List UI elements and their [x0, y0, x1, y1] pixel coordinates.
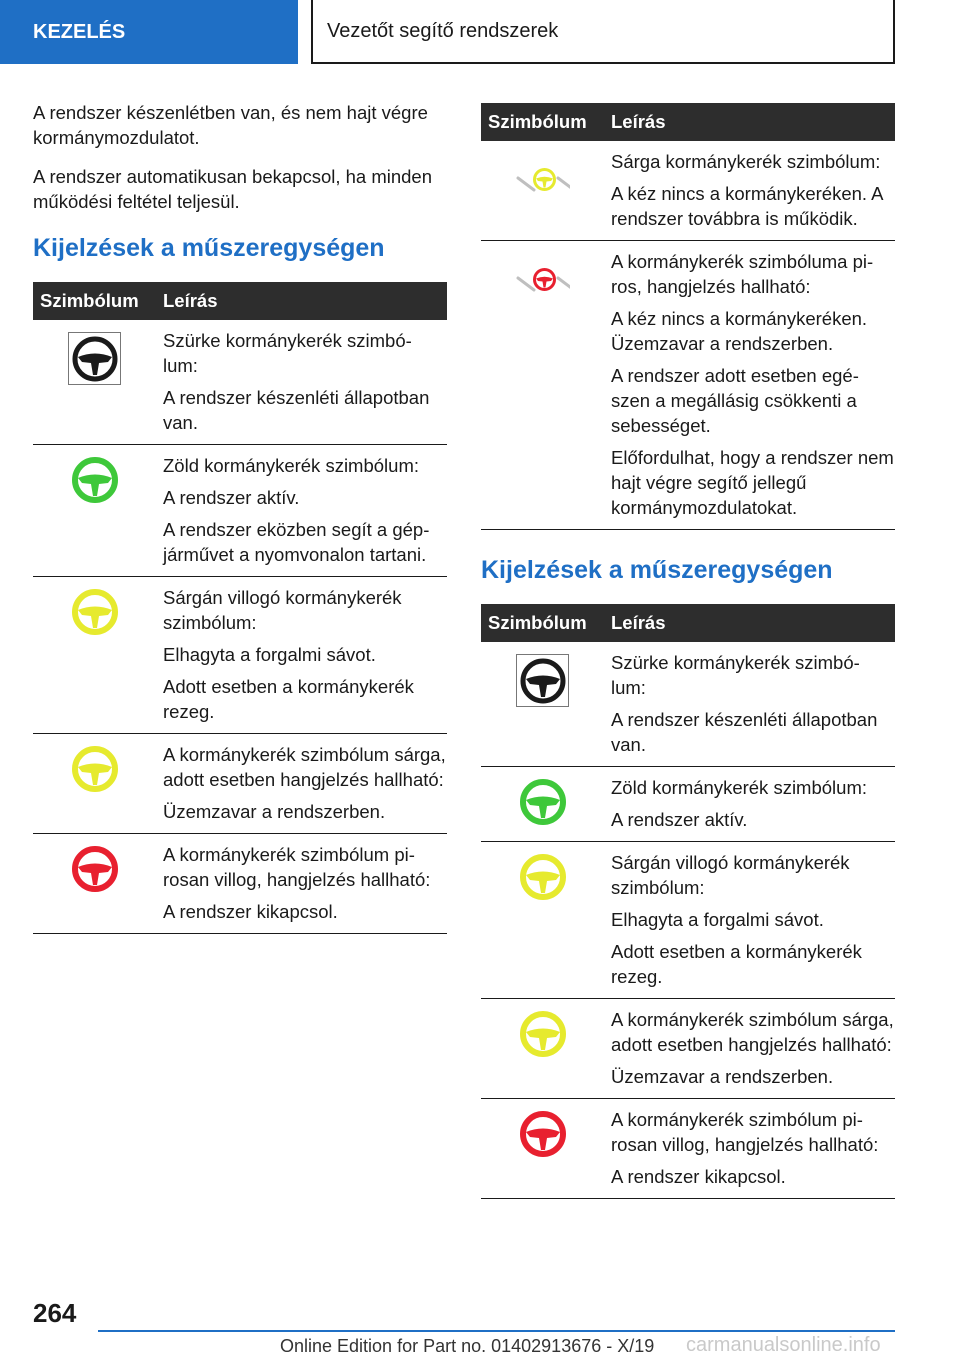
edition-note: Online Edition for Part no. 01402913676 - X/19 — [280, 1336, 655, 1356]
description-line: Üzemzavar a rendszerben. — [163, 801, 386, 822]
table-row — [481, 141, 895, 241]
column-header-description: Leírás — [604, 604, 895, 642]
description-line: A kéz nincs a kormánykeréken. Üzemzavar a rendszerben. — [611, 308, 868, 354]
table-row — [481, 642, 895, 767]
symbol-cell — [481, 241, 604, 530]
steering-wheel-yellow-icon — [72, 589, 118, 640]
description-line: Szürke kormánykerék szimbó- lum: — [611, 652, 860, 698]
left-column — [33, 100, 447, 934]
description-line: A rendszer eközben segít a gép- járművet a nyomvonalon tartani. — [163, 519, 430, 565]
steering-wheel-green-icon — [520, 779, 566, 830]
symbol-cell — [33, 734, 156, 834]
description-cell — [156, 320, 447, 445]
description-line: A kormánykerék szimbólum pi- rosan villog, hangjelzés hallható: — [611, 1109, 879, 1155]
description-cell — [604, 842, 895, 999]
table-row — [33, 834, 447, 934]
table-row — [33, 320, 447, 445]
table-row — [481, 999, 895, 1099]
description-line: A kéz nincs a kormánykeréken. A rendszer továbbra is működik. — [611, 183, 883, 229]
description-line: Szürke kormánykerék szimbó- lum: — [163, 330, 412, 376]
table-row — [33, 445, 447, 577]
steering-wheel-red-icon — [72, 846, 118, 897]
symbol-cell — [481, 1099, 604, 1199]
section-tab — [0, 0, 298, 64]
table-row — [481, 767, 895, 842]
description-line: Üzemzavar a rendszerben. — [611, 1066, 834, 1087]
description-cell — [604, 999, 895, 1099]
description-cell — [156, 577, 447, 734]
description-line: Sárgán villogó kormánykerék szimbólum: — [611, 852, 850, 898]
description-cell — [604, 141, 895, 241]
column-header-description: Leírás — [604, 103, 895, 141]
column-header-symbol: Szimbólum — [33, 282, 156, 320]
steering-wheel-gray-icon — [68, 332, 121, 385]
description-line: Zöld kormánykerék szimbólum: — [611, 777, 867, 798]
symbol-cell — [33, 320, 156, 445]
symbol-cell — [33, 834, 156, 934]
description-line: Zöld kormánykerék szimbólum: — [163, 455, 419, 476]
column-header-symbol: Szimbólum — [481, 103, 604, 141]
column-header-description: Leírás — [156, 282, 447, 320]
table-row — [481, 1099, 895, 1199]
page-number: 264 — [33, 1298, 77, 1328]
footer-rule — [98, 1330, 895, 1332]
description-line: Elhagyta a forgalmi sávot. — [611, 909, 824, 930]
symbol-cell — [481, 642, 604, 767]
table-row — [33, 577, 447, 734]
steering-wheel-yellow-icon — [520, 854, 566, 905]
description-cell — [604, 241, 895, 530]
steering-wheel-green-icon — [72, 457, 118, 508]
description-line: A kormánykerék szimbólum pi- rosan villog, hangjelzés hallható: — [163, 844, 431, 890]
symbol-cell — [481, 842, 604, 999]
intro-paragraph: A rendszer automatikusan bekapcsol, ha minden működési feltétel teljesül. — [33, 166, 433, 212]
symbol-table — [481, 103, 895, 530]
chapter-title: Vezetőt segítő rendszerek — [327, 19, 559, 42]
description-cell — [156, 445, 447, 577]
description-cell — [156, 834, 447, 934]
watermark: carmanualsonline.info — [686, 1334, 881, 1356]
description-line: A rendszer aktív. — [611, 809, 748, 830]
description-cell — [156, 734, 447, 834]
description-line: A rendszer kikapcsol. — [611, 1166, 786, 1187]
description-line: A rendszer adott esetben egé- szen a megállásig csökkenti a sebességet. — [611, 365, 859, 436]
steering-wheel-gray-icon — [516, 654, 569, 707]
symbol-cell — [33, 445, 156, 577]
section-title: KEZELÉS — [33, 20, 126, 43]
steering-wheel-yellow-icon — [520, 1011, 566, 1062]
steering-wheel-hands-red-icon — [516, 253, 570, 300]
description-cell — [604, 767, 895, 842]
description-line: Előfordulhat, hogy a rendszer nem hajt végre segítő jellegű kormánymozdulatokat. — [611, 447, 894, 518]
steering-wheel-yellow-icon — [72, 746, 118, 797]
description-line: A rendszer készenléti állapotban van. — [163, 387, 430, 433]
table-row — [33, 734, 447, 834]
steering-wheel-red-icon — [520, 1111, 566, 1162]
section-heading: Kijelzések a műszeregységen — [481, 556, 833, 584]
description-line: Adott esetben a kormánykerék rezeg. — [163, 676, 414, 722]
description-line: A kormánykerék szimbóluma pi- ros, hangjelzés hallható: — [611, 251, 874, 297]
symbol-cell — [33, 577, 156, 734]
symbol-cell — [481, 999, 604, 1099]
description-line: Sárga kormánykerék szimbólum: — [611, 151, 881, 172]
symbol-table — [481, 604, 895, 1199]
intro-paragraph: A rendszer készenlétben van, és nem hajt végre kormánymozdulatot. — [33, 102, 428, 148]
table-row — [481, 842, 895, 999]
description-line: Sárgán villogó kormánykerék szimbólum: — [163, 587, 402, 633]
description-line: A kormánykerék szimbólum sárga, adott esetben hangjelzés hallható: — [611, 1009, 894, 1055]
description-line: A rendszer aktív. — [163, 487, 300, 508]
column-header-symbol: Szimbólum — [481, 604, 604, 642]
right-column — [481, 103, 895, 1199]
description-line: Elhagyta a forgalmi sávot. — [163, 644, 376, 665]
chapter-header — [311, 0, 895, 64]
description-line: A rendszer kikapcsol. — [163, 901, 338, 922]
table-row — [481, 241, 895, 530]
section-heading: Kijelzések a műszeregységen — [33, 234, 385, 262]
description-line: A rendszer készenléti állapotban van. — [611, 709, 878, 755]
description-cell — [604, 1099, 895, 1199]
description-line: A kormánykerék szimbólum sárga, adott esetben hangjelzés hallható: — [163, 744, 446, 790]
symbol-cell — [481, 767, 604, 842]
steering-wheel-hands-yellow-icon — [516, 153, 570, 200]
description-line: Adott esetben a kormánykerék rezeg. — [611, 941, 862, 987]
symbol-cell — [481, 141, 604, 241]
description-cell — [604, 642, 895, 767]
symbol-table — [33, 282, 447, 934]
